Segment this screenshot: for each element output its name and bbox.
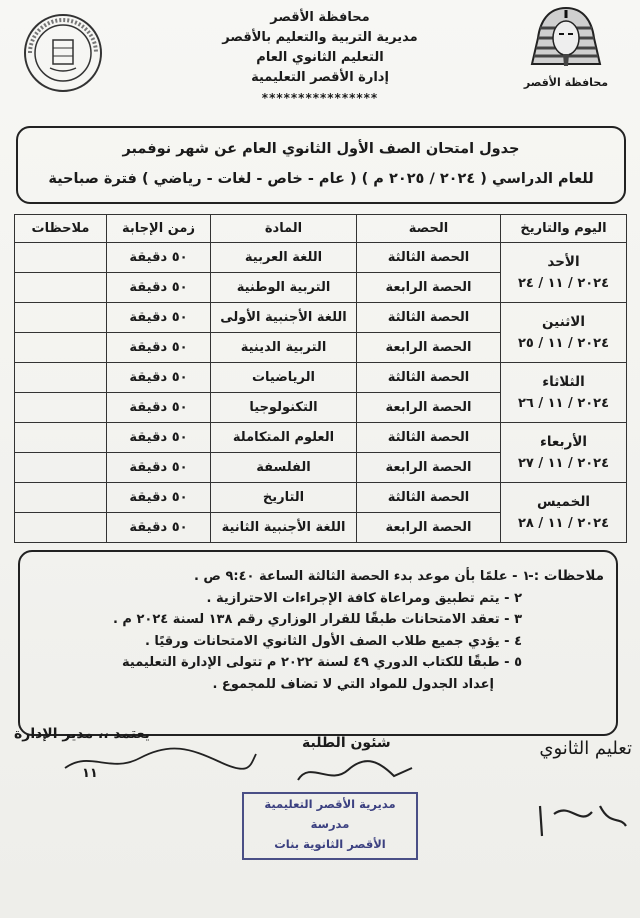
answer-time-cell: ٥٠ دقيقة (107, 453, 211, 483)
day-name: الاثنين (542, 313, 585, 330)
notes-cell (15, 333, 107, 363)
notes-cell (15, 363, 107, 393)
education-directorate-seal-icon (22, 12, 104, 94)
period-cell: الحصة الثالثة (357, 483, 501, 513)
header-governorate: محافظة الأقصر (270, 10, 370, 25)
stamp-school-word: مدرسة (310, 817, 350, 831)
subject-cell: اللغة الأجنبية الأولى (211, 303, 357, 333)
header-notes: ملاحظات (15, 215, 107, 243)
table-row (15, 243, 627, 273)
governorate-logo-caption: محافظة الأقصر (523, 76, 609, 89)
day-date: ٢٠٢٤ / ١١ / ٢٧ (517, 455, 610, 471)
stamp-school-name: الأقصر الثانوية بنات (274, 837, 386, 851)
notes-cell (15, 243, 107, 273)
subject-cell: اللغة الأجنبية الثانية (211, 513, 357, 543)
handwritten-signature-icon (60, 740, 260, 780)
notes-box (18, 550, 618, 736)
note-item: إعداد الجدول للمواد التي لا تضاف للمجموع . (212, 676, 494, 692)
day-date: ٢٠٢٤ / ١١ / ٢٥ (517, 335, 610, 351)
period-cell: الحصة الثالثة (357, 423, 501, 453)
notes-cell (15, 303, 107, 333)
date-mark: ١١ (82, 766, 98, 781)
secondary-education-signature: تعليم الثانوي (539, 738, 632, 759)
period-cell: الحصة الثالثة (357, 303, 501, 333)
header-directorate: مديرية التربية والتعليم بالأقصر (222, 30, 418, 45)
answer-time-cell: ٥٠ دقيقة (107, 243, 211, 273)
header-answer-time: زمن الإجابة (107, 215, 211, 243)
header-administration: إدارة الأقصر التعليمية (251, 70, 389, 85)
table-row (15, 423, 627, 453)
day-date-cell (501, 483, 627, 543)
subject-cell: الفلسفة (211, 453, 357, 483)
stamp-directorate: مديرية الأقصر التعليمية (264, 797, 396, 811)
day-name: الخميس (536, 493, 591, 510)
answer-time-cell: ٥٠ دقيقة (107, 423, 211, 453)
table-row (15, 303, 627, 333)
subject-cell: التربية الدينية (211, 333, 357, 363)
answer-time-cell: ٥٠ دقيقة (107, 363, 211, 393)
note-item: ٥ - طبقًا للكتاب الدوري ٤٩ لسنة ٢٠٢٢ م تتولى الإدارة التعليمية (122, 655, 522, 670)
student-affairs-signature: شئون الطلبة (302, 735, 391, 751)
period-cell: الحصة الرابعة (357, 273, 501, 303)
day-name: الأحد (547, 253, 580, 270)
header-secondary-education: التعليم الثانوي العام (256, 50, 384, 65)
subject-cell: الرياضيات (211, 363, 357, 393)
day-date: ٢٠٢٤ / ١١ / ٢٦ (517, 395, 610, 411)
schedule-title-box (16, 126, 626, 204)
header-day-date: اليوم والتاريخ (501, 215, 627, 243)
school-stamp (242, 792, 418, 860)
notes-cell (15, 483, 107, 513)
answer-time-cell: ٥٠ دقيقة (107, 483, 211, 513)
day-date-cell (501, 303, 627, 363)
notes-cell (15, 423, 107, 453)
governorate-logo (514, 4, 618, 96)
exam-schedule-table (14, 214, 627, 543)
table-row (15, 483, 627, 513)
header-period: الحصة (357, 215, 501, 243)
day-name: الثلاثاء (542, 373, 585, 390)
schedule-title-line2: للعام الدراسي ( ٢٠٢٤ / ٢٠٢٥ م ) ( عام - خاص - لغات - رياضي ) فترة صباحية (48, 171, 594, 187)
answer-time-cell: ٥٠ دقيقة (107, 393, 211, 423)
note-item: ١ - علمًا بأن موعد بدء الحصة الثالثة الساعة ٩:٤٠ ص . (193, 569, 530, 584)
period-cell: الحصة الرابعة (357, 333, 501, 363)
period-cell: الحصة الثالثة (357, 363, 501, 393)
handwritten-date-icon (530, 796, 630, 846)
answer-time-cell: ٥٠ دقيقة (107, 513, 211, 543)
period-cell: الحصة الرابعة (357, 453, 501, 483)
note-item: ٢ - يتم تطبيق ومراعاة كافة الإجراءات الاحترازية . (206, 590, 522, 606)
period-cell: الحصة الرابعة (357, 513, 501, 543)
header-subject: المادة (211, 215, 357, 243)
schedule-title-line1: جدول امتحان الصف الأول الثانوي العام عن شهر نوفمبر (122, 141, 520, 157)
table-header-row (15, 215, 627, 243)
header-stars: **************** (261, 91, 379, 105)
subject-cell: التربية الوطنية (211, 273, 357, 303)
note-item: ٤ - يؤدي جميع طلاب الصف الأول الثانوي الامتحانات ورقيًا . (144, 633, 522, 649)
director-approval: يعتمد ،، مدير الإدارة (14, 726, 150, 742)
subject-cell: العلوم المتكاملة (211, 423, 357, 453)
notes-cell (15, 273, 107, 303)
subject-cell: التاريخ (211, 483, 357, 513)
day-date: ٢٠٢٤ / ١١ / ٢٤ (517, 275, 610, 291)
period-cell: الحصة الرابعة (357, 393, 501, 423)
day-date-cell (501, 423, 627, 483)
handwritten-signature-icon (290, 756, 420, 792)
day-name: الأربعاء (539, 433, 588, 450)
day-date-cell (501, 243, 627, 303)
document-header (190, 8, 450, 108)
answer-time-cell: ٥٠ دقيقة (107, 333, 211, 363)
notes-label: ملاحظات :- (528, 568, 604, 584)
subject-cell: التكنولوجيا (211, 393, 357, 423)
notes-cell (15, 513, 107, 543)
period-cell: الحصة الثالثة (357, 243, 501, 273)
answer-time-cell: ٥٠ دقيقة (107, 303, 211, 333)
notes-cell (15, 393, 107, 423)
note-item: ٣ - تعقد الامتحانات طبقًا للقرار الوزاري رقم ١٣٨ لسنة ٢٠٢٤ م . (112, 612, 522, 627)
day-date: ٢٠٢٤ / ١١ / ٢٨ (517, 515, 610, 531)
pharaoh-mask-icon (526, 4, 606, 74)
answer-time-cell: ٥٠ دقيقة (107, 273, 211, 303)
notes-cell (15, 453, 107, 483)
day-date-cell (501, 363, 627, 423)
notes-list (50, 566, 530, 695)
subject-cell: اللغة العربية (211, 243, 357, 273)
table-row (15, 363, 627, 393)
